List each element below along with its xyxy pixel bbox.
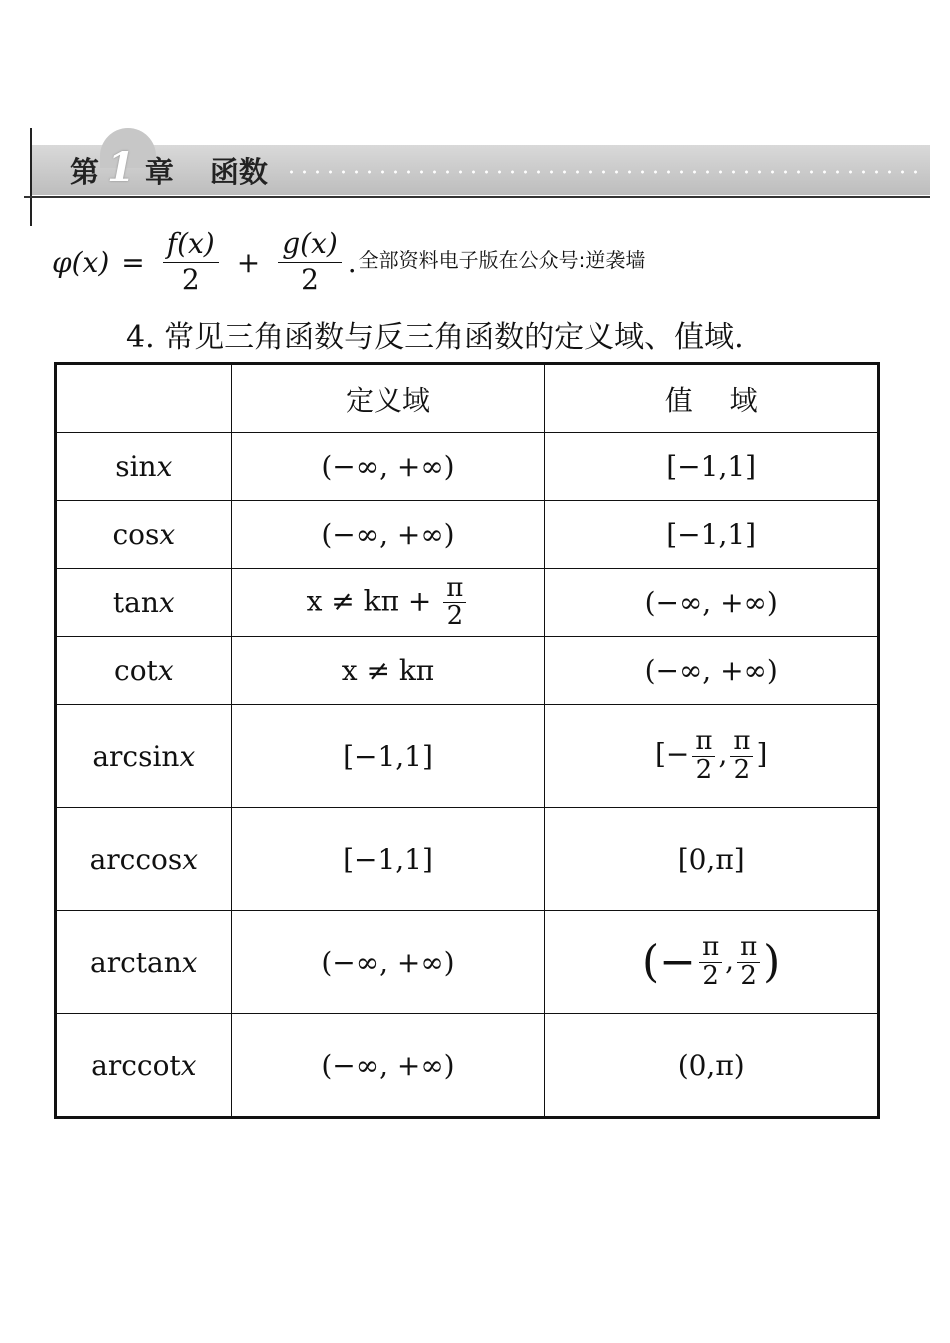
- table-row: [56, 433, 879, 501]
- function-name: tan: [112, 586, 159, 619]
- domain-cell: (−∞, +∞): [231, 433, 545, 501]
- fraction-numerator: π: [692, 728, 715, 756]
- fraction-denominator: 2: [181, 262, 200, 296]
- fraction-denominator: 2: [446, 601, 464, 631]
- table-row: [56, 1014, 879, 1118]
- domain-cell: x ≠ kπ: [231, 637, 545, 705]
- pi-over-2-fraction: [737, 934, 760, 990]
- formula-fraction-f: [163, 226, 219, 296]
- phi-formula: [52, 226, 645, 298]
- chapter-number: 1: [107, 143, 135, 191]
- fraction-denominator: 2: [733, 754, 751, 785]
- fraction-numerator: f(x): [163, 229, 219, 263]
- chapter-title: [70, 143, 268, 191]
- range-close: ): [763, 936, 781, 988]
- section-heading: 4. 常见三角函数与反三角函数的定义域、值域.: [126, 320, 744, 355]
- formula-plus: +: [236, 245, 261, 279]
- domain-cell: [−1,1]: [231, 705, 545, 808]
- range-open: [−: [654, 737, 690, 771]
- function-variable: x: [179, 739, 196, 773]
- function-variable: x: [158, 586, 175, 619]
- table-row: [56, 501, 879, 569]
- function-variable: x: [182, 842, 199, 876]
- function-name: sin: [115, 450, 157, 483]
- domain-cell: (−∞, +∞): [231, 911, 545, 1014]
- function-cell: [56, 637, 232, 705]
- fraction-numerator: π: [737, 934, 760, 962]
- range-separator: ,: [725, 943, 735, 977]
- function-cell: [56, 569, 232, 637]
- function-variable: x: [180, 1048, 197, 1082]
- function-cell: [56, 808, 232, 911]
- pi-over-2-fraction: [730, 728, 753, 784]
- fraction-denominator: 2: [301, 262, 319, 296]
- chapter-prefix: 第: [70, 154, 100, 189]
- range-cell: [545, 911, 879, 1014]
- table-row: [56, 808, 879, 911]
- table-row: [56, 911, 879, 1014]
- function-name: cot: [114, 654, 158, 687]
- function-cell: [56, 911, 232, 1014]
- pi-over-2-fraction: [443, 572, 466, 631]
- function-cell: [56, 433, 232, 501]
- table-header-row: [56, 364, 879, 433]
- range-cell: (0,π): [545, 1014, 879, 1118]
- range-separator: ,: [718, 737, 728, 771]
- header-horizontal-rule: [24, 196, 930, 198]
- range-cell: [0,π]: [545, 808, 879, 911]
- function-cell: [56, 1014, 232, 1118]
- fraction-denominator: 2: [740, 960, 757, 991]
- table-row: [56, 637, 879, 705]
- trig-domain-range-table: [54, 362, 880, 1119]
- formula-fraction-g: [278, 226, 342, 296]
- header-cell-blank: [56, 364, 232, 433]
- function-variable: x: [181, 945, 198, 979]
- function-name: arcsin: [92, 739, 180, 773]
- fraction-numerator: π: [443, 575, 466, 603]
- table-row: [56, 569, 879, 637]
- formula-equals: =: [121, 245, 145, 279]
- range-cell: (−∞, +∞): [545, 569, 879, 637]
- function-cell: [56, 501, 232, 569]
- range-cell: [−1,1]: [545, 433, 879, 501]
- fraction-denominator: 2: [695, 754, 713, 785]
- pi-over-2-fraction: [692, 728, 715, 784]
- chapter-suffix: 章: [144, 154, 174, 189]
- range-close: ]: [756, 737, 768, 771]
- function-variable: x: [159, 518, 176, 551]
- function-cell: [56, 705, 232, 808]
- range-open: (−: [642, 936, 697, 988]
- source-note: 全部资料电子版在公众号:逆袭墙: [358, 247, 646, 272]
- header-cell-domain: 定义域: [231, 364, 545, 433]
- fraction-denominator: 2: [702, 960, 719, 991]
- function-name: arccot: [91, 1048, 181, 1082]
- function-name: arctan: [90, 945, 182, 979]
- domain-cell: (−∞, +∞): [231, 501, 545, 569]
- header-vertical-rule: [30, 128, 32, 226]
- range-cell: (−∞, +∞): [545, 637, 879, 705]
- range-cell: [−1,1]: [545, 501, 879, 569]
- function-variable: x: [156, 450, 173, 483]
- domain-cell: [231, 569, 545, 637]
- chapter-name: 函数: [209, 154, 268, 189]
- domain-cell: [−1,1]: [231, 808, 545, 911]
- function-name: arccos: [89, 842, 183, 876]
- pi-over-2-fraction: [699, 934, 722, 990]
- table-row: [56, 705, 879, 808]
- domain-cell: (−∞, +∞): [231, 1014, 545, 1118]
- formula-lhs: φ(x): [52, 245, 110, 279]
- header-dotted-leader: [285, 170, 925, 174]
- function-variable: x: [157, 654, 174, 687]
- formula-period: .: [347, 245, 357, 279]
- domain-expression: x ≠ kπ +: [306, 584, 432, 617]
- fraction-numerator: π: [730, 728, 753, 756]
- header-cell-range: 值 域: [545, 364, 879, 433]
- range-cell: [545, 705, 879, 808]
- fraction-numerator: π: [699, 934, 722, 962]
- function-name: cos: [112, 518, 160, 551]
- fraction-numerator: g(x): [278, 229, 342, 263]
